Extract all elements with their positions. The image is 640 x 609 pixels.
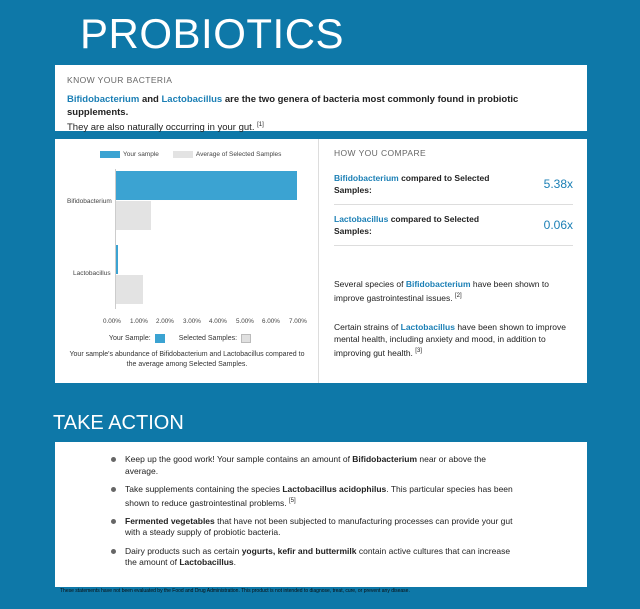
action-item-1	[125, 454, 515, 477]
bar-sample-bifido	[116, 171, 297, 200]
x-tick: 4.00%	[209, 318, 227, 325]
bar-average-bifido	[116, 201, 151, 230]
action-bold: yogurts, kefir and buttermilk	[241, 545, 357, 556]
fact-text: have been shown to improve gastrointestinal issues.	[334, 279, 549, 303]
bottom-legend-sample-box	[155, 334, 165, 343]
x-tick: 6.00%	[262, 318, 280, 325]
bar-sample-lacto	[116, 245, 118, 274]
compare-value-lacto: 0.06x	[543, 218, 573, 232]
know-your-bacteria-card	[55, 65, 587, 134]
x-tick: 3.00%	[183, 318, 201, 325]
action-text: Keep up the good work! Your sample contains an amount of	[125, 454, 353, 464]
know-text	[67, 93, 575, 134]
bottom-legend-selected-label: Selected Samples:	[178, 335, 238, 342]
action-item-4	[125, 546, 515, 569]
fact-text: Certain strains of	[334, 322, 401, 332]
how-you-compare-panel	[320, 139, 587, 383]
x-tick: 0.00%	[103, 318, 121, 325]
compare-desc: compared to Selected Samples:	[334, 214, 480, 236]
take-action-title: TAKE ACTION	[53, 412, 184, 434]
bar-average-lacto	[116, 275, 143, 304]
action-text: Take supplements containing the species	[125, 484, 283, 494]
ref-1[interactable]: [1]	[257, 122, 264, 128]
category-label-bifido: Bifidobacterium	[67, 198, 112, 205]
take-action-card	[55, 442, 587, 587]
compare-row-lacto	[334, 205, 573, 246]
action-text: Dairy products such as certain	[125, 545, 242, 556]
compare-genus: Lactobacillus	[334, 214, 389, 224]
page-title: PROBIOTICS	[80, 10, 345, 57]
compare-value-bifido: 5.38x	[543, 177, 573, 191]
compare-eyebrow: HOW YOU COMPARE	[334, 148, 427, 158]
fact-genus: Lactobacillus	[400, 322, 455, 332]
action-text: contain active cultures that can increase the amount of	[125, 545, 511, 568]
bottom-legend-selected-box	[241, 334, 251, 343]
ref-3[interactable]: [3]	[415, 348, 422, 354]
fact-bifido	[334, 278, 574, 304]
action-item-3	[125, 516, 515, 539]
compare-row-bifido	[334, 164, 573, 205]
action-bold: Lactobacillus	[179, 557, 234, 568]
compare-row-text	[334, 213, 494, 237]
legend-label-average: Average of Selected Samples	[195, 151, 282, 158]
legend-swatch-sample	[100, 151, 120, 158]
fact-genus: Bifidobacterium	[405, 279, 471, 289]
ref-2[interactable]: [2]	[454, 293, 462, 299]
fda-disclaimer: These statements have not been evaluated by the Food and Drug Administration. This product is not intended to diagnose, treat, cure, or prevent any disease.	[60, 588, 410, 594]
action-text: near or above the average.	[125, 454, 486, 476]
chart-legend	[100, 151, 281, 158]
compare-genus: Bifidobacterium	[334, 173, 399, 183]
action-text: .	[233, 557, 237, 568]
comparison-card	[55, 139, 587, 383]
know-and: and	[139, 94, 162, 105]
know-eyebrow: KNOW YOUR BACTERIA	[67, 75, 173, 85]
ref-5[interactable]: [5]	[288, 497, 296, 504]
action-bold: Fermented vegetables	[125, 515, 215, 526]
chart-bottom-legend	[55, 334, 319, 343]
genus-bifido: Bifidobacterium	[67, 94, 140, 105]
fact-text: Several species of	[334, 279, 406, 289]
fact-text: have been shown to improve mental health, including anxiety and mood, in addition to improving gut health.	[334, 322, 566, 358]
compare-row-text	[334, 172, 494, 196]
category-label-lacto: Lactobacillus	[73, 270, 111, 277]
abundance-chart	[55, 139, 319, 383]
action-bold: Lactobacillus acidophilus	[282, 484, 387, 494]
know-rest: are the two genera of bacteria most commonly found in probiotic supplements.	[67, 94, 519, 118]
x-tick: 2.00%	[156, 318, 174, 325]
action-list	[125, 454, 587, 569]
legend-label-sample: Your sample	[123, 151, 159, 158]
chart-caption: Your sample's abundance of Bifidobacterium and Lactobacillus compared to the average among Selected Samples.	[69, 351, 305, 368]
action-bold: Bifidobacterium	[352, 454, 417, 464]
x-tick: 5.00%	[236, 318, 254, 325]
bottom-legend-sample-label: Your Sample:	[108, 335, 151, 342]
fact-lacto	[334, 321, 574, 359]
x-tick: 1.00%	[130, 318, 148, 325]
action-text: that have not been subjected to manufacturing processes can provide your gut with a steady supply of probiotic bacteria.	[125, 515, 513, 538]
legend-swatch-average	[173, 151, 193, 158]
genus-lacto: Lactobacillus	[161, 94, 223, 105]
action-text: . This particular species has been shown to reduce gastrointestinal problems.	[125, 484, 513, 508]
compare-desc: compared to Selected Samples:	[334, 173, 490, 195]
know-line2: They are also naturally occurring in your gut.	[67, 122, 255, 134]
action-item-2	[125, 484, 515, 509]
x-tick: 7.00%	[289, 318, 307, 325]
